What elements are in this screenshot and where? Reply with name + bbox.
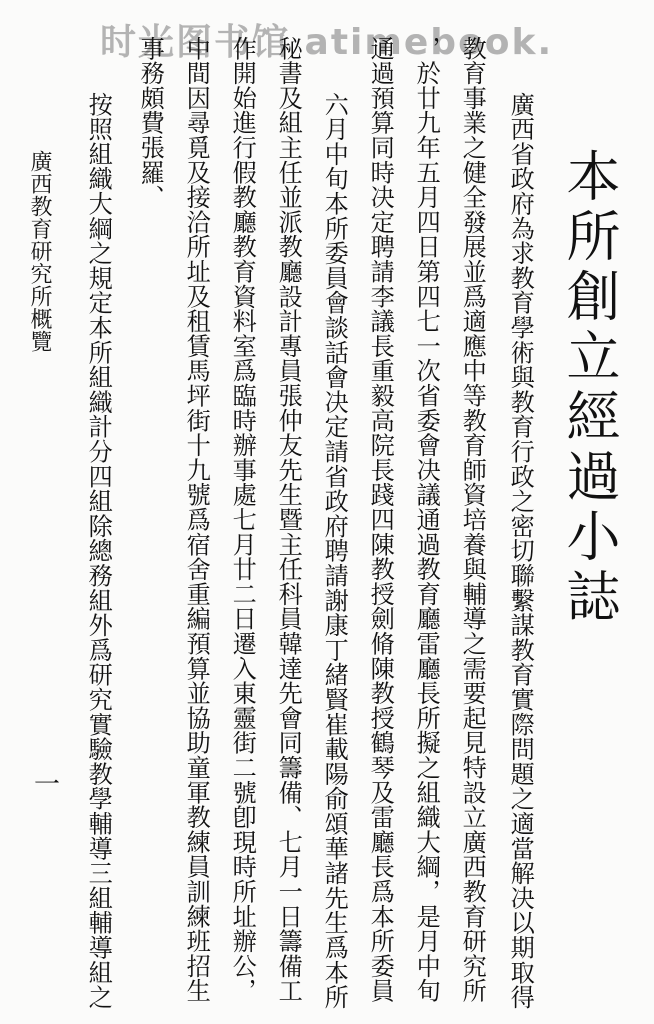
body-column-6: 秘書及組主任並派教廳設計專員張仲友先生暨主任科員韓達先會同籌備、七月一日籌備工 (274, 36, 303, 1004)
body-column-10: 按照組織大綱之規定本所組織計分四組除總務組外爲研究實驗教學輔導三組輔導組之 (84, 92, 113, 1010)
running-footer: 廣西教育研究所概覽 (27, 150, 52, 353)
body-column-3: ，於廿九年五月四日第四七一次省委會决議通過教育廳雷廳長所擬之組織大綱，是月中旬 (412, 36, 441, 1004)
page-title: 本所創立經過小誌 (558, 148, 621, 628)
body-column-5: 六月中旬本所委員會談話會决定請省政府聘請謝康丁緒賢崔載陽俞頌華諸先生爲本所 (320, 92, 349, 1010)
watermark: 时光图书馆 atimebook. (100, 22, 554, 63)
body-column-4: 通過預算同時决定聘請李議長重毅高院長踐四陳教授劍脩陳教授鶴琴及雷廳長爲本所委員 (366, 36, 395, 1004)
body-column-9: 事務頗費張羅、 (136, 36, 165, 210)
body-column-1: 廣西省政府為求教育學術與教育行政之密切聯繫謀教育實際問題之適當解决以期取得 (506, 92, 535, 1010)
body-column-8: 中間因尋覓及接洽所址及租賃馬坪街十九號爲宿舍重編預算並協助童軍教練員訓練班招生 (182, 36, 211, 1004)
page-number: 一 (34, 770, 61, 800)
body-column-7: 作開始進行假教廳教育資料室爲臨時辦事處七月廿二日遷入東靈街二號卽現時所址辦公， (228, 36, 257, 1004)
body-column-2: 教育事業之健全發展並爲適應中等教育師資培養與輔導之需要起見特設立廣西教育研究所 (458, 36, 487, 1004)
